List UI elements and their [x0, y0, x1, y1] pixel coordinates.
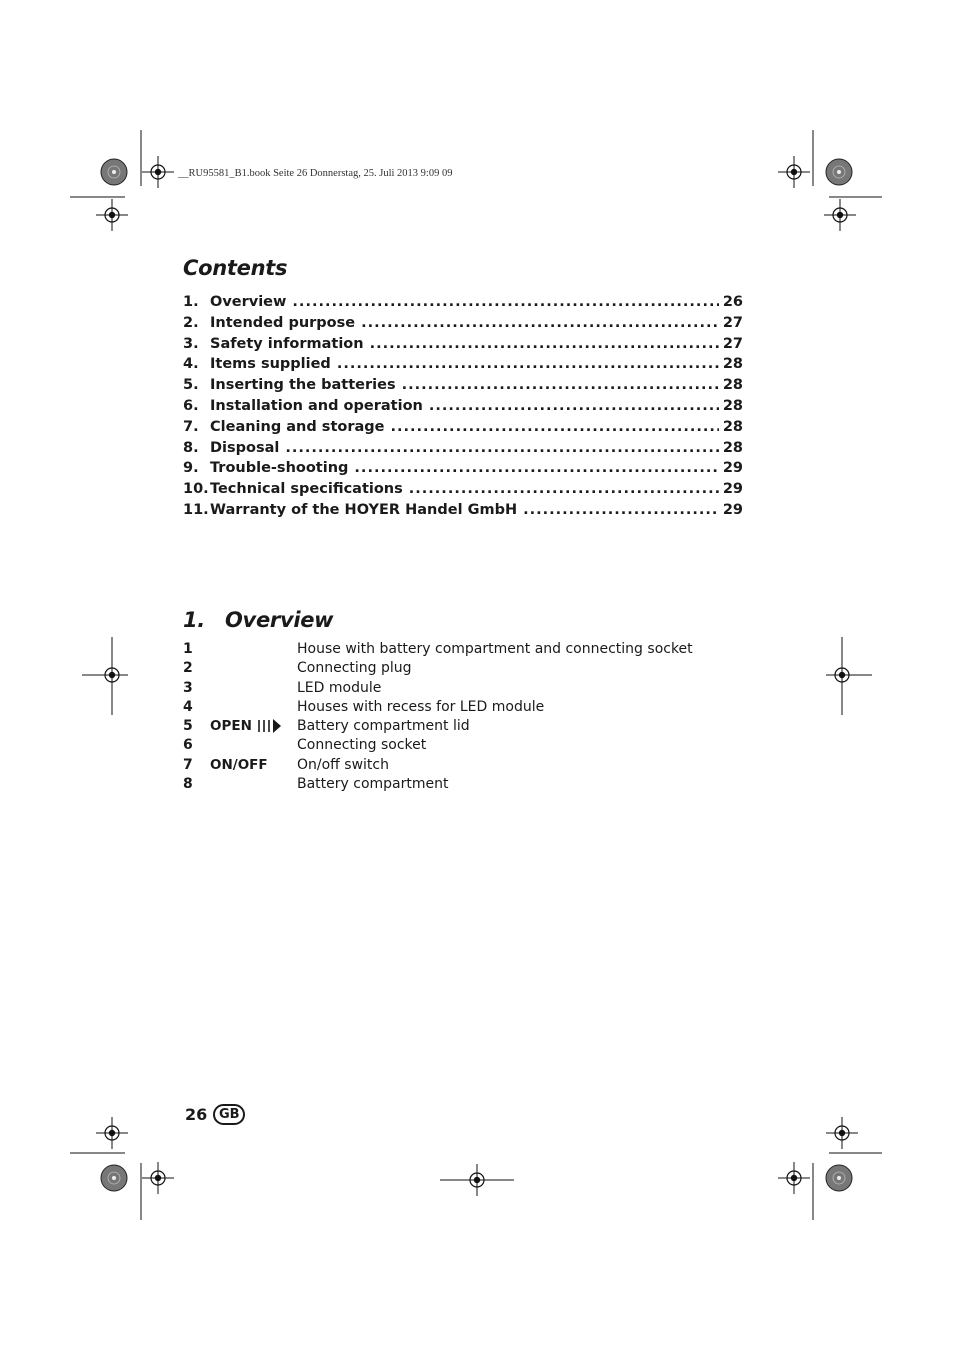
toc-leader	[429, 398, 719, 414]
part-marking: ON/OFF	[210, 756, 268, 773]
toc-title: Disposal	[210, 439, 280, 456]
toc-number: 11.	[183, 501, 209, 518]
part-description: Battery compartment	[297, 776, 449, 793]
toc-leader	[402, 377, 719, 393]
part-item	[183, 718, 743, 737]
toc-leader	[285, 440, 718, 456]
toc-page: 28	[722, 377, 743, 394]
toc-entry[interactable]	[183, 460, 743, 481]
toc-page: 28	[722, 439, 743, 456]
part-description: Connecting plug	[297, 660, 412, 677]
toc-number: 5.	[183, 377, 199, 394]
language-badge: GB	[213, 1104, 245, 1125]
part-number: 3	[183, 679, 193, 696]
toc-entry[interactable]	[183, 356, 743, 377]
toc-title: Installation and operation	[210, 397, 423, 414]
toc-number: 9.	[183, 460, 199, 477]
toc-title: Trouble-shooting	[210, 460, 349, 477]
toc-entry[interactable]	[183, 336, 743, 357]
toc-entry[interactable]	[183, 315, 743, 336]
part-item	[183, 776, 743, 795]
page-number: 26	[185, 1105, 208, 1124]
part-number: 4	[183, 698, 193, 715]
part-marking	[210, 718, 297, 734]
toc-entry[interactable]	[183, 502, 743, 523]
toc-number: 8.	[183, 439, 199, 456]
part-number: 6	[183, 737, 193, 754]
contents-heading: Contents	[183, 256, 288, 280]
toc-title: Intended purpose	[210, 314, 356, 331]
toc-leader	[523, 502, 719, 518]
toc-leader	[292, 294, 718, 310]
toc-page: 29	[722, 481, 743, 498]
part-description: On/off switch	[297, 756, 389, 773]
toc-entry[interactable]	[183, 398, 743, 419]
toc-number: 4.	[183, 356, 199, 373]
part-description: Houses with recess for LED module	[297, 698, 545, 715]
part-item	[183, 757, 743, 776]
toc-number: 3.	[183, 335, 199, 352]
part-item	[183, 641, 743, 660]
toc-number: 1.	[183, 294, 199, 310]
toc-leader	[409, 481, 719, 497]
toc-page: 26	[722, 294, 743, 310]
part-item	[183, 737, 743, 756]
part-item	[183, 699, 743, 718]
part-number: 5	[183, 718, 193, 735]
part-item	[183, 660, 743, 679]
toc-entry[interactable]	[183, 481, 743, 502]
part-number: 1	[183, 641, 193, 657]
toc-entry[interactable]	[183, 440, 743, 461]
toc-leader	[370, 336, 719, 352]
toc-number: 7.	[183, 418, 199, 435]
toc-leader	[390, 419, 718, 435]
toc-number: 6.	[183, 397, 199, 414]
toc-page: 29	[722, 501, 743, 518]
toc-title: Safety information	[210, 335, 364, 352]
overview-heading	[183, 608, 333, 632]
toc-page: 28	[722, 397, 743, 414]
toc-page: 29	[722, 460, 743, 477]
toc-entry[interactable]	[183, 377, 743, 398]
toc-number: 2.	[183, 314, 199, 331]
toc-title: Items supplied	[210, 356, 331, 373]
table-of-contents	[183, 294, 743, 523]
part-description: LED module	[297, 679, 382, 696]
toc-number: 10.	[183, 481, 209, 498]
toc-page: 27	[722, 335, 743, 352]
part-description: Connecting socket	[297, 737, 427, 754]
part-number: 8	[183, 776, 193, 793]
toc-page: 28	[722, 356, 743, 373]
part-number: 2	[183, 660, 193, 677]
part-description: Battery compartment lid	[297, 718, 470, 735]
toc-entry[interactable]	[183, 294, 743, 315]
part-item	[183, 680, 743, 699]
print-slug: __RU95581_B1.book Seite 26 Donnerstag, 25. Juli 2013 9:09 09	[178, 168, 453, 179]
toc-title: Inserting the batteries	[210, 377, 396, 394]
toc-leader	[354, 460, 718, 476]
toc-page: 28	[722, 418, 743, 435]
toc-title: Overview	[210, 294, 287, 310]
section-title: Overview	[225, 608, 334, 632]
open-arrow-icon	[256, 718, 282, 734]
toc-leader	[361, 315, 719, 331]
part-number: 7	[183, 756, 193, 773]
toc-title: Warranty of the HOYER Handel GmbH	[210, 501, 518, 518]
page-footer	[185, 1104, 245, 1125]
section-number: 1.	[183, 608, 205, 632]
toc-title: Technical specifications	[210, 481, 403, 498]
toc-entry[interactable]	[183, 419, 743, 440]
toc-title: Cleaning and storage	[210, 418, 385, 435]
parts-list	[183, 641, 743, 795]
toc-page: 27	[722, 314, 743, 331]
toc-leader	[337, 356, 719, 372]
part-description: House with battery compartment and connecting socket	[297, 641, 693, 657]
open-label: OPEN	[210, 718, 252, 735]
